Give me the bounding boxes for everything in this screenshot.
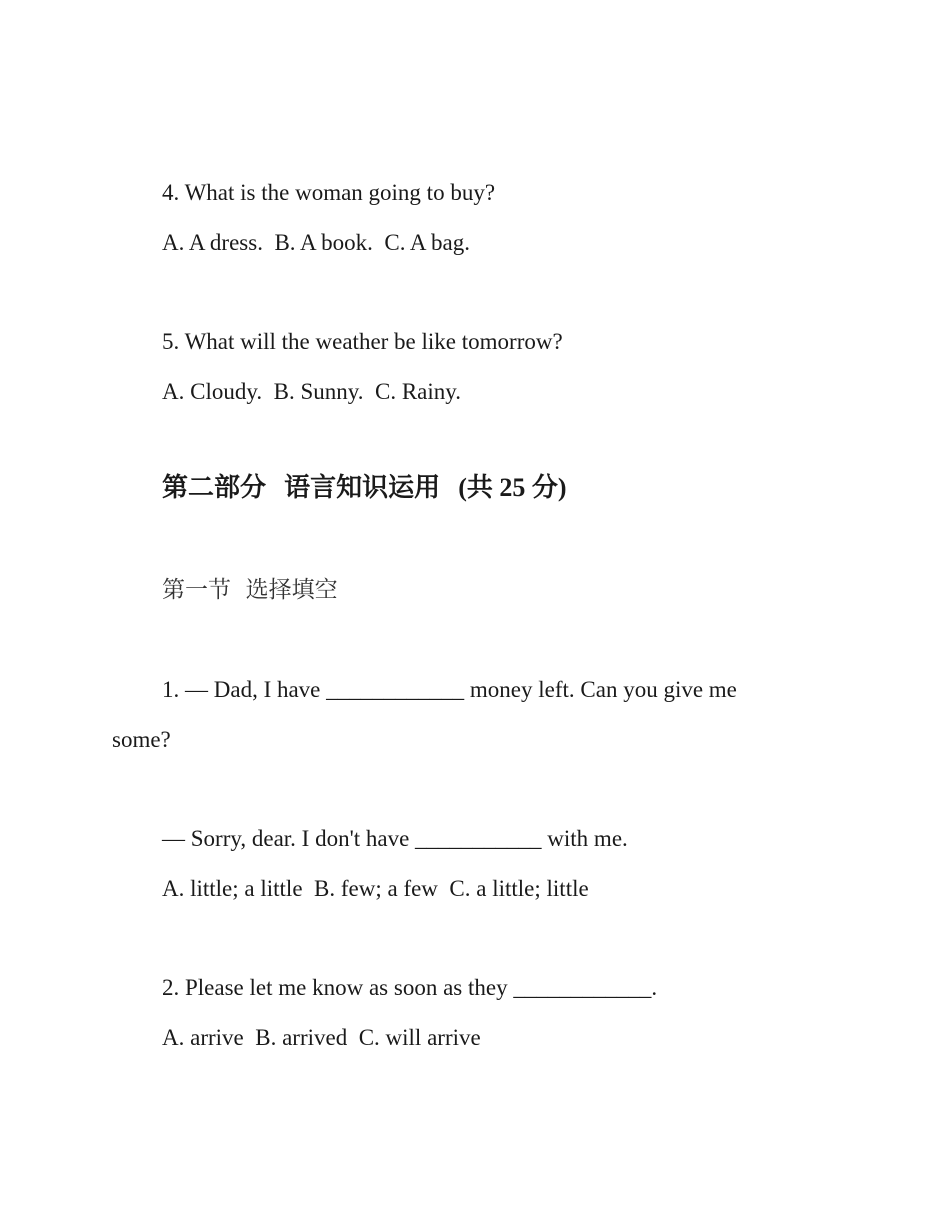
question-4-text: 4. What is the woman going to buy? — [162, 180, 496, 205]
item-1-options: A. little; a little B. few; a few C. a little; little — [162, 876, 589, 901]
part-two-heading-cjk: 第二部分 语言知识运用 — [162, 473, 459, 503]
part-two-gong: 共 — [466, 473, 493, 503]
item-1-line-1: 1. — Dad, I have ____________ money left. Can you give me — [162, 677, 737, 702]
part-two-paren-close: ) — [557, 473, 567, 502]
part-two-score: 25 — [492, 473, 532, 502]
item-1-line-3: — Sorry, dear. I don't have ___________ with me. — [162, 826, 628, 851]
question-5-text: 5. What will the weather be like tomorrow? — [162, 329, 563, 354]
question-4-options: A. A dress. B. A book. C. A bag. — [162, 230, 470, 255]
part-two-fen: 分 — [531, 473, 558, 503]
item-2-text: 2. Please let me know as soon as they ____________. — [162, 975, 658, 1000]
part-two-heading — [162, 473, 567, 503]
question-5-options: A. Cloudy. B. Sunny. C. Rainy. — [162, 379, 462, 404]
item-1-line-2: some? — [112, 727, 171, 752]
section-one-title: 第一节 选择填空 — [162, 577, 338, 603]
item-2-options: A. arrive B. arrived C. will arrive — [162, 1025, 481, 1050]
part-two-paren-open: ( — [458, 473, 467, 502]
